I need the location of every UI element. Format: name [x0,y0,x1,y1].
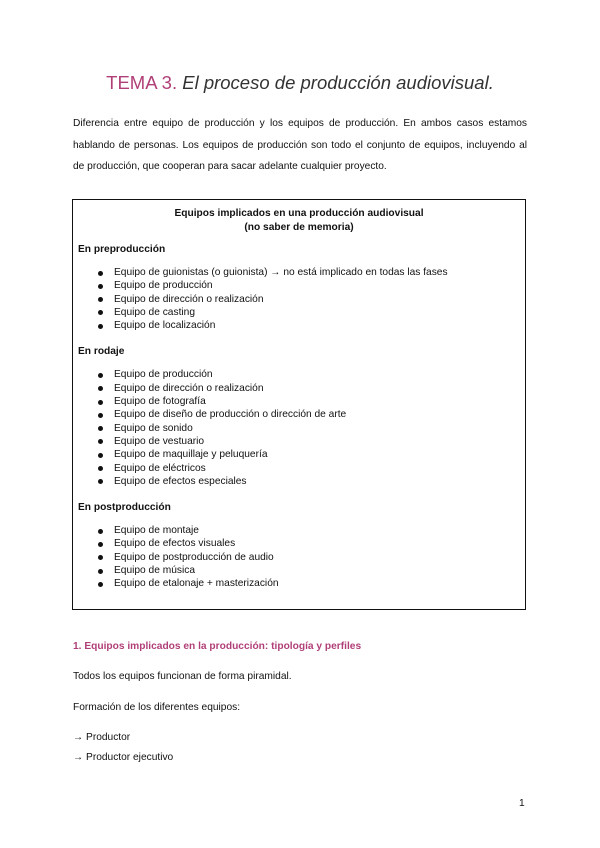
list-item: Equipo de montaje [93,524,525,537]
list-item: Equipo de dirección o realización [93,382,525,395]
list-item: Equipo de eléctricos [93,462,525,475]
paragraph-formacion: Formación de los diferentes equipos: [73,702,241,713]
list-item: Equipo de casting [93,306,525,319]
list-preproduccion [73,266,525,332]
list-item: Equipo de etalonaje + masterización [93,577,525,590]
list-rodaje [73,368,525,488]
intro-paragraph: Diferencia entre equipo de producción y los equipos de producción. En ambos casos estamos hablando de personas. Los equipos de producción son todo el conjunto de equipos, incluyendo al de producción, que cooperan para sacar adelante cualquier proyecto. [73,118,527,172]
list-item: Equipo de música [93,564,525,577]
list-postproduccion [73,524,525,590]
list-item: Equipo de diseño de producción o dirección de arte [93,408,525,421]
title-name: El proceso de producción audiovisual. [182,72,494,93]
list-item: Equipo de sonido [93,422,525,435]
teams-box [72,199,526,610]
box-title [73,207,525,234]
page-title [0,72,600,94]
paragraph-piramidal: Todos los equipos funcionan de forma piramidal. [73,671,292,682]
section-heading-rodaje: En rodaje [78,346,125,358]
arrow-item-productor-ejecutivo: → Productor ejecutivo [73,752,174,763]
list-item: Equipo de vestuario [93,435,525,448]
box-title-line2: (no saber de memoria) [244,221,354,233]
section-1-heading: 1. Equipos implicados en la producción: tipología y perfiles [73,641,362,652]
list-item: Equipo de maquillaje y peluquería [93,448,525,461]
list-item: Equipo de producción [93,279,525,292]
page-number: 1 [519,798,525,809]
list-item: Equipo de efectos visuales [93,537,525,550]
list-item: Equipo de localización [93,319,525,332]
list-item: Equipo de efectos especiales [93,475,525,488]
list-item: Equipo de guionistas (o guionista) → no está implicado en todas las fases [93,266,525,279]
list-item: Equipo de fotografía [93,395,525,408]
section-heading-preproduccion: En preproducción [78,244,166,255]
title-number: TEMA 3. [106,72,178,93]
list-item: Equipo de producción [93,368,525,381]
section-heading-postproduccion: En postproducción [78,502,171,514]
arrow-item-productor: → Productor [73,732,131,743]
box-title-line1: Equipos implicados en una producción audiovisual [174,208,424,219]
list-item: Equipo de postproducción de audio [93,551,525,564]
list-item: Equipo de dirección o realización [93,293,525,306]
